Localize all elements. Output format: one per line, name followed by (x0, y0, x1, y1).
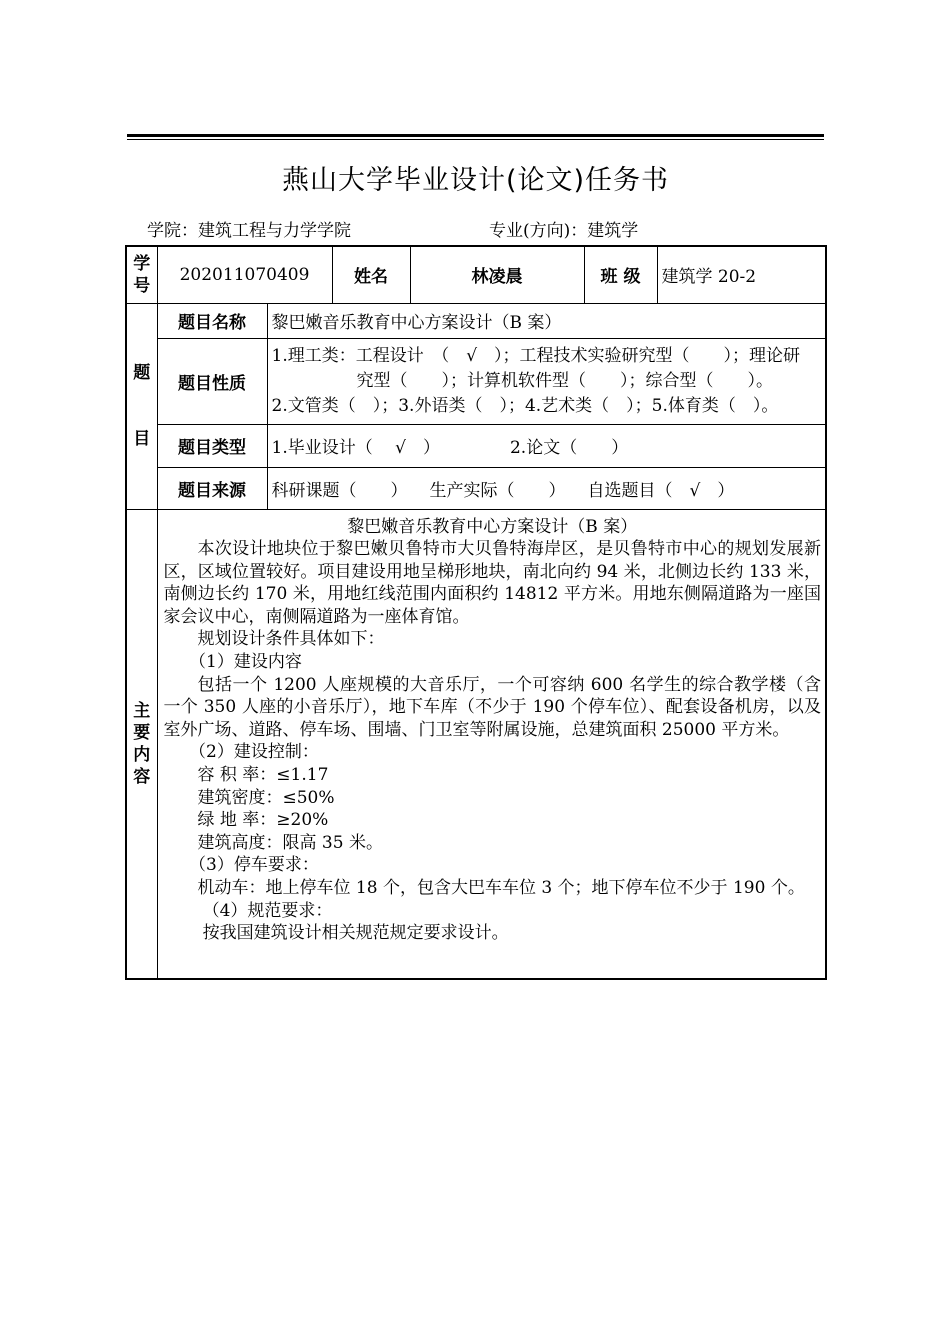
class-value: 建筑学 20-2 (657, 246, 826, 303)
content-para-2: 规划设计条件具体如下： (197, 629, 385, 650)
topic-source-row (126, 467, 826, 509)
main-content-row (126, 509, 826, 979)
topic-type-options (267, 424, 826, 467)
topic-nature-label: 题目性质 (157, 338, 267, 424)
type-option-thesis: 2.论文（ ） (509, 438, 629, 458)
content-heading: 黎巴嫩音乐教育中心方案设计（B 案） (347, 516, 638, 537)
name-value: 林凌晨 (410, 246, 584, 303)
control-height: 建筑高度：限高 35 米。 (197, 832, 383, 853)
major-line (489, 216, 638, 241)
nature-line-1: 1.理工类：工程设计 （ √ ）；工程技术实验研究型（ ）；理论研 (271, 345, 801, 366)
topic-name-label: 题目名称 (157, 303, 267, 338)
task-table (125, 245, 827, 980)
student-id-value: 202011070409 (157, 246, 332, 303)
control-density: 建筑密度：≤50% (197, 787, 335, 808)
section-2-title: （2）建设控制： (189, 742, 319, 763)
college-line (147, 216, 351, 241)
source-option-research: 科研课题（ ） (271, 480, 408, 501)
major-value: 建筑学 (587, 221, 639, 241)
section-4-title: （4）规范要求： (202, 900, 333, 921)
nature-line-3: 2.文管类（ ）；3.外语类（ ）；4.艺术类（ ）；5.体育类（ ）。 (271, 395, 779, 416)
section-1-title: （1）建设内容 (189, 652, 302, 673)
topic-nature-options (267, 338, 826, 424)
topic-name-value: 黎巴嫩音乐教育中心方案设计（B 案） (267, 303, 826, 338)
student-row (126, 246, 826, 303)
topic-type-row (126, 424, 826, 467)
college-label: 学院： (147, 221, 198, 241)
name-label: 姓名 (332, 246, 410, 303)
section-4-body: 按我国建筑设计相关规范规定要求设计。 (202, 923, 509, 944)
document-title: 燕山大学毕业设计(论文)任务书 (281, 165, 670, 196)
topic-type-label: 题目类型 (157, 424, 267, 467)
section-3-body: 机动车：地上停车位 18 个，包含大巴车车位 3 个；地下停车位不少于 190 个。 (197, 878, 805, 898)
topic-source-options (267, 467, 826, 509)
top-rule-thin (127, 139, 824, 140)
main-content-body (157, 509, 826, 979)
content-para-1: 本次设计地块位于黎巴嫩贝鲁特市大贝鲁特海岸区，是贝鲁特市中心的规划发展新区，区域位置较好。项目建设用地呈梯形地块，南北向约 94 米，北侧边长约 133 米，南侧边长约 170 米，用地红线范围内面积约 14812 平方米。用地东侧隔道路为一座国家会议中心，南侧隔道路为一座体育馆。 (163, 539, 822, 627)
student-id-label: 学 号 (126, 246, 157, 303)
type-option-design: 1.毕业设计（ √ ） (271, 438, 440, 458)
source-option-self: 自选题目（ √ ） (587, 480, 735, 501)
main-content-label: 主 要 内 容 (126, 509, 157, 979)
topic-section-label: 题 目 (126, 303, 157, 509)
college-value: 建筑工程与力学学院 (198, 221, 351, 241)
control-far: 容 积 率：≤1.17 (197, 765, 329, 786)
nature-line-2: 究型（ ）；计算机软件型（ ）；综合型（ ）。 (356, 370, 773, 391)
control-green: 绿 地 率：≥20% (197, 810, 329, 831)
section-1-body: 包括一个 1200 人座规模的大音乐厅，一个可容纳 600 名学生的综合教学楼（含一个 350 人座的小音乐厅），地下车库（不少于 190 个停车位）、配套设备机房，以及室外广场、道路、停车场、围墙、门卫室等附属设施，总建筑面积 25000 平方米。 (163, 674, 822, 740)
top-rule-thick (127, 134, 824, 137)
topic-source-label: 题目来源 (157, 467, 267, 509)
topic-name-row (126, 303, 826, 338)
major-label: 专业(方向)： (489, 221, 588, 241)
class-label: 班 级 (584, 246, 657, 303)
source-option-production: 生产实际（ ） (429, 480, 566, 501)
section-3-title: （3）停车要求： (189, 855, 319, 876)
topic-nature-row (126, 338, 826, 424)
